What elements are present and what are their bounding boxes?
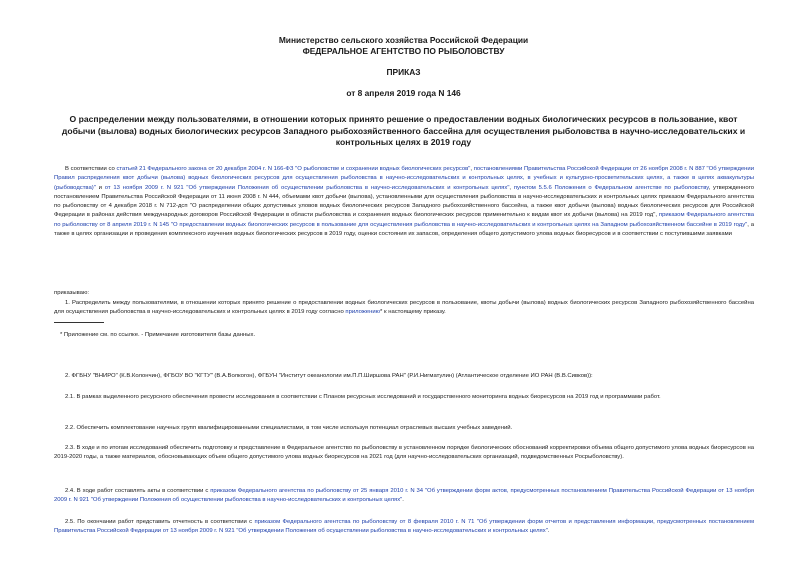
appendix-link[interactable]: приложению: [345, 309, 381, 316]
item-2-5-paragraph: [54, 518, 754, 537]
document-title: О распределении между пользователями, в отношении которых принято решение о предоставлении водных биологических ресурсов в пользование, квот добычи (вылова) водных биологических ресурсов Западного рыбохозяйственного бассейна для осуществления рыболовства в научно-исследовательских и контрольных целях в 2019 году: [61, 114, 746, 147]
footnote-divider: [54, 322, 104, 323]
item-2-1-text: 2.1. В рамках выделенного ресурсного обеспечения провести исследования в соответствии с Планом ресурсных исследований и государственного мониторинга водных биоресурсов на 2019 год и программами работ.: [65, 394, 661, 400]
item-1-tail: * к настоящему приказу.: [380, 309, 446, 316]
preamble-text-1: В соответствии со: [65, 166, 117, 172]
agency-heading: ФЕДЕРАЛЬНОЕ АГЕНТСТВО ПО РЫБОЛОВСТВУ: [302, 46, 505, 56]
agency-regulation-link[interactable]: пунктом 5.5.6 Положения о Федеральном агентстве по рыболовству: [513, 184, 709, 191]
item-2-text: 2. ФГБНУ "ВНИРО" (К.В.Колончин), ФГБОУ ВО "КГТУ" (В.А.Волкогон), ФГБУН "Институт океанологии им.П.П.Ширшова РАН" (Р.И.Нигматулин) (Атлантическое отделение ИО РАН (В.В.Сивков)):: [65, 373, 593, 379]
preamble-text-5: , утвержденного постановлением Правительства Российской Федерации от 11 июня 2008 г. N 444, объемами квот добычи (вылова), установленными для осуществления рыболовства в научно-исследовательских и контрольных целях приказом Федерального агентства по рыболовству от 4 декабря 2018 г. N 712-дсп "О распределении общих допустимых уловов водных биологических ресурсов Западного рыбохозяйственного бассейна, а также квот добычи (вылова) водных биологических ресурсов для Российской Федерации в районах действия международных договоров Российской Федерации в области рыболовства и сохранения водных биологических ресурсов применительно к видам квот их добычи (вылова) на 2019 год",: [54, 184, 754, 219]
item-2-2-text: 2.2. Обеспечить комплектование научных групп квалифицированными специалистами, в том числе используя потенциал отраслевых высших учебных заведений.: [65, 425, 513, 431]
item-2-paragraph: [54, 372, 754, 381]
document-date-number: от 8 апреля 2019 года N 146: [346, 88, 461, 98]
government-decree-921-link[interactable]: от 13 ноября 2009 г. N 921 "Об утверждении Положения об осуществлении рыболовства в научно-исследовательских и контрольных целях": [104, 184, 510, 191]
order-71-link[interactable]: приказом Федерального агентства по рыболовству от 8 февраля 2010 г. N 71 "Об утверждении форм отчетов и представления информации, предусмотренных постановлением Правительства Российской Федерации от 13 ноября 2009 г. N 921 "Об утверждении Положения об осуществлении рыболовства в научно-исследовательских и контрольных целях": [54, 519, 754, 535]
item-2-4-paragraph: [54, 487, 754, 506]
preamble-text-6: , а также в целях организации и проведения комплексного изучения водных биологических ресурсов в 2019 году, оценки состояния их запасов, определения общего допустимого улова водных биоресурсов и в соответствии с поступившими заявками: [54, 221, 754, 238]
government-decree-887-link[interactable]: постановлениями Правительства Российской Федерации от 26 ноября 2008 г. N 887 "Об утверждении Правил распределения квот добычи (вылова) водных биологических ресурсов для осуществления рыболовства в научно-исследовательских и контрольных целях, в учебных и культурно-просветительских целях, а также в целях аквакультуры (рыбоводства)": [54, 166, 755, 191]
preamble-text-4: ,: [509, 184, 514, 191]
item-2-3-paragraph: [54, 444, 754, 463]
item-1-paragraph: [54, 299, 754, 318]
order-34-link[interactable]: приказом Федерального агентства по рыболовству от 25 января 2010 г. N 34 "Об утверждении форм актов, предусмотренных постановлением Правительства Российской Федерации от 13 ноября 2009 г. N 921 "Об утверждении Положения об осуществлении рыболовства в научно-исследовательских и контрольных целях": [54, 488, 754, 504]
ministry-heading: Министерство сельского хозяйства Российской Федерации: [278, 35, 529, 45]
law-166-link[interactable]: статьей 21 Федерального закона от 20 декабря 2004 г. N 166-ФЗ "О рыболовстве и сохранении водных биологических ресурсов": [116, 166, 471, 172]
item-2-1-paragraph: [54, 393, 754, 402]
item-1-text: 1. Распределить между пользователями, в отношении которых принято решение о предоставлении водных биологических ресурсов в пользование, квоты добычи (вылова) водных биологических ресурсов Западного рыбохозяйственного бассейна для осуществления рыболовства в научно-исследовательских и контрольных целях в 2019 году согласно: [54, 300, 754, 316]
order-145-link[interactable]: приказом Федерального агентства по рыболовству от 8 апреля 2019 г. N 145 "О предоставлении водных биологических ресурсов в пользование для осуществления рыболовства в научно-исследовательских и контрольных целях на Западном рыбохозяйственном бассейне в 2019 году": [54, 212, 754, 228]
order-word: приказываю:: [54, 290, 90, 296]
item-2-3-text: 2.3. В ходе и по итогам исследований обеспечить подготовку и представление в Федеральное агентство по рыболовству в установленном порядке биологических обоснований корректировки объема общего допустимого улова водных биоресурсов на 2019-2020 годы, а также материалов, обосновывающих объем общего допустимого улова водных биоресурсов на 2021 год (для научно-исследовательских организаций, подведомственных Росрыболовству).: [54, 445, 754, 461]
item-2-5-tail: .: [547, 528, 550, 535]
preamble-text-2: ,: [470, 166, 474, 172]
item-2-2-paragraph: [54, 424, 754, 433]
preamble-text-3: и: [95, 184, 105, 191]
item-2-4-text: 2.4. В ходе работ составлять акты в соответствии с: [65, 488, 211, 494]
preamble-paragraph: [54, 165, 754, 239]
item-2-4-tail: .: [402, 497, 404, 504]
footnote: * Приложение см. по ссылке. - Примечание изготовителя базы данных.: [60, 332, 256, 338]
item-2-5-text: 2.5. По окончании работ представить отчетность в соответствии с: [65, 519, 255, 525]
document-type: ПРИКАЗ: [386, 67, 421, 77]
